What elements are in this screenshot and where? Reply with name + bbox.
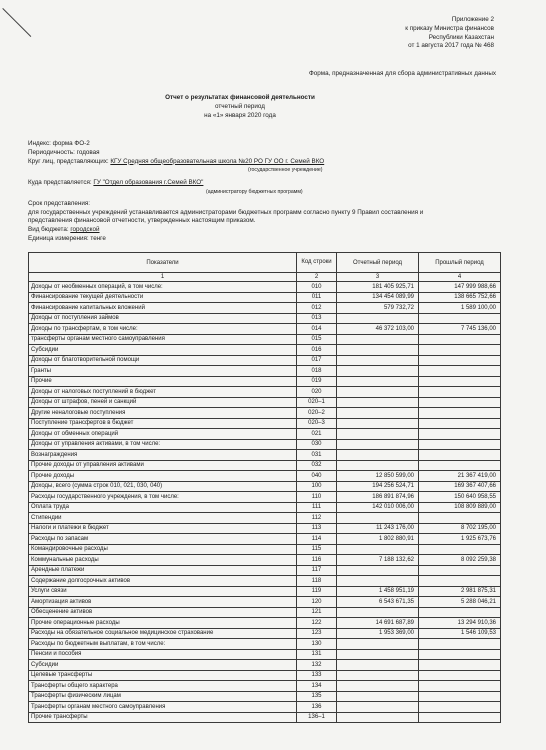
row-name-cell: Стипендии bbox=[29, 513, 297, 524]
row-current-cell bbox=[337, 429, 419, 440]
row-current-cell: 11 243 176,00 bbox=[337, 523, 419, 534]
table-row bbox=[29, 324, 501, 335]
row-previous-cell bbox=[419, 544, 501, 555]
row-previous-cell: 13 294 910,36 bbox=[419, 618, 501, 629]
table-row bbox=[29, 534, 501, 545]
header-number: 2 bbox=[297, 273, 337, 282]
row-code-cell: 121 bbox=[297, 607, 337, 618]
budget-row bbox=[28, 226, 518, 235]
table-row bbox=[29, 492, 501, 503]
row-name-cell: Прочие трансферты bbox=[29, 712, 297, 723]
row-code-cell: 011 bbox=[297, 292, 337, 303]
form-index: Индекс: форма ФО-2 bbox=[28, 140, 90, 147]
table-row bbox=[29, 597, 501, 608]
row-name-cell: Доходы от необменных операций, в том числе: bbox=[29, 282, 297, 293]
form-note: Форма, предназначенная для сбора административных данных bbox=[309, 70, 496, 77]
circle-row bbox=[28, 158, 518, 167]
row-name-cell: Расходы по запасам bbox=[29, 534, 297, 545]
row-name-cell: Вознаграждения bbox=[29, 450, 297, 461]
row-name-cell: Налоги и платежи в бюджет bbox=[29, 523, 297, 534]
row-code-cell: 013 bbox=[297, 313, 337, 324]
row-previous-cell bbox=[419, 366, 501, 377]
table-number-row bbox=[29, 273, 501, 282]
row-code-cell: 116 bbox=[297, 555, 337, 566]
row-name-cell: Услуги связи bbox=[29, 586, 297, 597]
row-name-cell: Коммунальные расходы bbox=[29, 555, 297, 566]
row-code-cell: 019 bbox=[297, 376, 337, 387]
row-name-cell: Доходы от управления активами, в том числе: bbox=[29, 439, 297, 450]
row-previous-cell: 2 981 875,31 bbox=[419, 586, 501, 597]
table-row bbox=[29, 345, 501, 356]
row-previous-cell bbox=[419, 408, 501, 419]
table-row bbox=[29, 586, 501, 597]
deadline-text-2: представления финансовой отчетности, утвержденных настоящим приказом. bbox=[28, 217, 256, 225]
row-previous-cell bbox=[419, 460, 501, 471]
row-current-cell bbox=[337, 691, 419, 702]
table-row bbox=[29, 712, 501, 723]
row-name-cell: Гранты bbox=[29, 366, 297, 377]
row-previous-cell bbox=[419, 429, 501, 440]
table-row bbox=[29, 502, 501, 513]
row-name-cell: Амортизация активов bbox=[29, 597, 297, 608]
row-previous-cell: 1 546 109,53 bbox=[419, 628, 501, 639]
table-row bbox=[29, 313, 501, 324]
row-name-cell: Доходы от налоговых поступлений в бюджет bbox=[29, 387, 297, 398]
table-row bbox=[29, 303, 501, 314]
header-number: 3 bbox=[337, 273, 419, 282]
row-current-cell: 14 691 687,89 bbox=[337, 618, 419, 629]
row-previous-cell bbox=[419, 313, 501, 324]
table-row bbox=[29, 439, 501, 450]
row-current-cell bbox=[337, 387, 419, 398]
row-current-cell: 12 850 599,00 bbox=[337, 471, 419, 482]
row-previous-cell: 108 809 889,00 bbox=[419, 502, 501, 513]
header-previous: Прошлый период bbox=[419, 253, 501, 273]
row-previous-cell bbox=[419, 513, 501, 524]
row-current-cell bbox=[337, 544, 419, 555]
meta-block bbox=[28, 140, 518, 244]
table-row bbox=[29, 292, 501, 303]
table-row bbox=[29, 282, 501, 293]
row-name-cell: Прочие операционные расходы bbox=[29, 618, 297, 629]
row-current-cell: 194 256 524,71 bbox=[337, 481, 419, 492]
row-name-cell: Арендные платежи bbox=[29, 565, 297, 576]
circle-sub: (государственное учреждение) bbox=[248, 167, 323, 174]
table-row bbox=[29, 418, 501, 429]
row-code-cell: 117 bbox=[297, 565, 337, 576]
row-previous-cell bbox=[419, 702, 501, 713]
row-code-cell: 110 bbox=[297, 492, 337, 503]
row-current-cell bbox=[337, 366, 419, 377]
row-current-cell bbox=[337, 639, 419, 650]
row-previous-cell: 21 367 419,00 bbox=[419, 471, 501, 482]
row-current-cell bbox=[337, 313, 419, 324]
row-code-cell: 119 bbox=[297, 586, 337, 597]
row-current-cell: 142 010 006,00 bbox=[337, 502, 419, 513]
row-current-cell bbox=[337, 345, 419, 356]
title-date: на «1» января 2020 года bbox=[204, 111, 276, 119]
row-current-cell bbox=[337, 460, 419, 471]
row-previous-cell: 150 640 958,55 bbox=[419, 492, 501, 503]
appendix-block bbox=[405, 16, 494, 51]
table-row bbox=[29, 702, 501, 713]
table-row bbox=[29, 681, 501, 692]
row-current-cell: 186 891 874,96 bbox=[337, 492, 419, 503]
row-code-cell: 136–1 bbox=[297, 712, 337, 723]
row-current-cell: 7 188 132,62 bbox=[337, 555, 419, 566]
header-number: 4 bbox=[419, 273, 501, 282]
table-row bbox=[29, 397, 501, 408]
where-label: Куда представляется: bbox=[28, 179, 92, 187]
deadline-label: Срок представления: bbox=[28, 199, 91, 207]
row-code-cell: 017 bbox=[297, 355, 337, 366]
row-name-cell: Пенсии и пособия bbox=[29, 649, 297, 660]
row-code-cell: 123 bbox=[297, 628, 337, 639]
row-previous-cell bbox=[419, 450, 501, 461]
row-code-cell: 134 bbox=[297, 681, 337, 692]
table-header-row bbox=[29, 253, 501, 273]
title-main: Отчет о результатах финансовой деятельности bbox=[165, 94, 315, 101]
row-previous-cell: 1 589 100,00 bbox=[419, 303, 501, 314]
header-indicator: Показатели bbox=[29, 253, 297, 273]
table-row bbox=[29, 670, 501, 681]
row-name-cell: Прочие доходы bbox=[29, 471, 297, 482]
row-previous-cell bbox=[419, 355, 501, 366]
row-current-cell bbox=[337, 670, 419, 681]
header-code: Код строки bbox=[297, 253, 337, 273]
circle-label: Круг лиц, представляющих: bbox=[28, 157, 109, 165]
row-previous-cell bbox=[419, 660, 501, 671]
table-row bbox=[29, 460, 501, 471]
table-row bbox=[29, 429, 501, 440]
row-code-cell: 131 bbox=[297, 649, 337, 660]
row-code-cell: 040 bbox=[297, 471, 337, 482]
where-value: ГУ "Отдел образования г.Семей ВКО" bbox=[93, 179, 204, 187]
row-code-cell: 113 bbox=[297, 523, 337, 534]
row-current-cell bbox=[337, 607, 419, 618]
row-previous-cell bbox=[419, 565, 501, 576]
row-previous-cell: 138 665 752,66 bbox=[419, 292, 501, 303]
row-current-cell: 181 405 925,71 bbox=[337, 282, 419, 293]
row-code-cell: 120 bbox=[297, 597, 337, 608]
row-previous-cell bbox=[419, 649, 501, 660]
where-row bbox=[28, 179, 518, 188]
row-current-cell bbox=[337, 450, 419, 461]
budget-label: Вид бюджета: bbox=[28, 226, 69, 234]
row-previous-cell bbox=[419, 639, 501, 650]
row-code-cell: 122 bbox=[297, 618, 337, 629]
row-name-cell: Обесценение активов bbox=[29, 607, 297, 618]
table-row bbox=[29, 607, 501, 618]
row-previous-cell: 8 702 195,00 bbox=[419, 523, 501, 534]
row-name-cell: Доходы от поступления займов bbox=[29, 313, 297, 324]
appendix-line: к приказу Министра финансов bbox=[405, 24, 494, 32]
row-name-cell: Прочие bbox=[29, 376, 297, 387]
row-previous-cell: 5 288 046,21 bbox=[419, 597, 501, 608]
row-previous-cell bbox=[419, 670, 501, 681]
row-code-cell: 016 bbox=[297, 345, 337, 356]
row-name-cell: Трансферты физическим лицам bbox=[29, 691, 297, 702]
row-previous-cell bbox=[419, 439, 501, 450]
row-previous-cell: 1 925 673,76 bbox=[419, 534, 501, 545]
appendix-line: Приложение 2 bbox=[451, 16, 494, 23]
row-current-cell bbox=[337, 513, 419, 524]
row-name-cell: Содержание долгосрочных активов bbox=[29, 576, 297, 587]
row-previous-cell bbox=[419, 576, 501, 587]
row-name-cell: Доходы от штрафов, пеней и санкций bbox=[29, 397, 297, 408]
table-row bbox=[29, 387, 501, 398]
row-name-cell: Финансирование текущей деятельности bbox=[29, 292, 297, 303]
row-name-cell: Расходы на обязательное социальное медицинское страхование bbox=[29, 628, 297, 639]
row-current-cell bbox=[337, 376, 419, 387]
row-name-cell: Расходы государственного учреждения, в том числе: bbox=[29, 492, 297, 503]
row-current-cell bbox=[337, 397, 419, 408]
row-current-cell: 1 953 369,00 bbox=[337, 628, 419, 639]
row-current-cell: 46 372 103,00 bbox=[337, 324, 419, 335]
row-current-cell: 134 454 089,99 bbox=[337, 292, 419, 303]
row-code-cell: 014 bbox=[297, 324, 337, 335]
row-name-cell: Расходы по бюджетным выплатам, в том числе: bbox=[29, 639, 297, 650]
row-code-cell: 100 bbox=[297, 481, 337, 492]
row-name-cell: Прочие доходы от управления активами bbox=[29, 460, 297, 471]
table-row bbox=[29, 481, 501, 492]
table-row bbox=[29, 513, 501, 524]
report-table bbox=[28, 252, 501, 723]
row-code-cell: 031 bbox=[297, 450, 337, 461]
row-name-cell: Другие неналоговые поступления bbox=[29, 408, 297, 419]
row-name-cell: Доходы от благотворительной помощи bbox=[29, 355, 297, 366]
row-name-cell: Трансферты органам местного самоуправления bbox=[29, 702, 297, 713]
row-current-cell bbox=[337, 649, 419, 660]
row-previous-cell bbox=[419, 607, 501, 618]
row-code-cell: 030 bbox=[297, 439, 337, 450]
row-code-cell: 114 bbox=[297, 534, 337, 545]
appendix-line: Республики Казахстан bbox=[428, 33, 494, 41]
row-current-cell bbox=[337, 576, 419, 587]
table-row bbox=[29, 555, 501, 566]
row-name-cell: Целевые трансферты bbox=[29, 670, 297, 681]
row-code-cell: 021 bbox=[297, 429, 337, 440]
row-code-cell: 132 bbox=[297, 660, 337, 671]
row-name-cell: Субсидии bbox=[29, 345, 297, 356]
periodicity: Периодичность: годовая bbox=[28, 148, 100, 156]
row-previous-cell bbox=[419, 418, 501, 429]
table-row bbox=[29, 471, 501, 482]
row-previous-cell bbox=[419, 397, 501, 408]
table-row bbox=[29, 523, 501, 534]
row-name-cell: Доходы от обменных операций bbox=[29, 429, 297, 440]
row-current-cell bbox=[337, 439, 419, 450]
row-current-cell bbox=[337, 702, 419, 713]
row-previous-cell: 147 999 988,66 bbox=[419, 282, 501, 293]
table-row bbox=[29, 450, 501, 461]
row-code-cell: 115 bbox=[297, 544, 337, 555]
row-code-cell: 130 bbox=[297, 639, 337, 650]
row-name-cell: Оплата труда bbox=[29, 502, 297, 513]
row-name-cell: Финансирование капитальных вложений bbox=[29, 303, 297, 314]
row-previous-cell bbox=[419, 376, 501, 387]
row-previous-cell bbox=[419, 681, 501, 692]
row-current-cell bbox=[337, 712, 419, 723]
row-previous-cell: 169 367 407,66 bbox=[419, 481, 501, 492]
row-current-cell bbox=[337, 565, 419, 576]
row-name-cell: Субсидии bbox=[29, 660, 297, 671]
row-code-cell: 020 bbox=[297, 387, 337, 398]
row-current-cell bbox=[337, 334, 419, 345]
row-current-cell: 579 732,72 bbox=[337, 303, 419, 314]
row-current-cell bbox=[337, 418, 419, 429]
row-code-cell: 020–3 bbox=[297, 418, 337, 429]
row-name-cell: Трансферты общего характера bbox=[29, 681, 297, 692]
table-row bbox=[29, 660, 501, 671]
budget-value: городской bbox=[70, 226, 100, 234]
table-row bbox=[29, 565, 501, 576]
row-code-cell: 111 bbox=[297, 502, 337, 513]
table-row bbox=[29, 408, 501, 419]
table-row bbox=[29, 576, 501, 587]
row-current-cell bbox=[337, 355, 419, 366]
table-row bbox=[29, 334, 501, 345]
row-current-cell bbox=[337, 660, 419, 671]
table-row bbox=[29, 691, 501, 702]
header-current: Отчетный период bbox=[337, 253, 419, 273]
table-row bbox=[29, 639, 501, 650]
table-row bbox=[29, 376, 501, 387]
row-current-cell: 6 543 671,35 bbox=[337, 597, 419, 608]
row-code-cell: 133 bbox=[297, 670, 337, 681]
row-code-cell: 020–2 bbox=[297, 408, 337, 419]
row-current-cell bbox=[337, 408, 419, 419]
row-current-cell bbox=[337, 681, 419, 692]
table-row bbox=[29, 628, 501, 639]
row-code-cell: 018 bbox=[297, 366, 337, 377]
scan-mark bbox=[2, 8, 31, 37]
table-row bbox=[29, 544, 501, 555]
report-title bbox=[130, 94, 350, 120]
row-code-cell: 010 bbox=[297, 282, 337, 293]
row-code-cell: 112 bbox=[297, 513, 337, 524]
row-current-cell: 1 802 880,91 bbox=[337, 534, 419, 545]
circle-value: КГУ Средняя общеобразовательная школа №20 РО ГУ ОО г. Семей ВКО bbox=[110, 157, 325, 165]
appendix-line: от 1 августа 2017 года № 468 bbox=[408, 42, 494, 50]
header-number: 1 bbox=[29, 273, 297, 282]
row-code-cell: 135 bbox=[297, 691, 337, 702]
row-previous-cell bbox=[419, 691, 501, 702]
row-code-cell: 020–1 bbox=[297, 397, 337, 408]
row-name-cell: Доходы, всего (сумма строк 010, 021, 030, 040) bbox=[29, 481, 297, 492]
table-row bbox=[29, 618, 501, 629]
row-previous-cell: 8 092 259,38 bbox=[419, 555, 501, 566]
deadline-text-1: для государственных учреждений устанавливается администраторами бюджетных программ согласно пункту 9 Правил составления и bbox=[28, 208, 424, 216]
row-name-cell: Поступление трансфертов в бюджет bbox=[29, 418, 297, 429]
table-row bbox=[29, 355, 501, 366]
where-sub: (администратору бюджетных программ) bbox=[206, 188, 303, 195]
row-code-cell: 032 bbox=[297, 460, 337, 471]
row-name-cell: трансферты органам местного самоуправления bbox=[29, 334, 297, 345]
row-current-cell: 1 458 951,19 bbox=[337, 586, 419, 597]
row-code-cell: 136 bbox=[297, 702, 337, 713]
row-name-cell: Доходы по трансфертам, в том числе: bbox=[29, 324, 297, 335]
row-previous-cell bbox=[419, 334, 501, 345]
row-previous-cell bbox=[419, 387, 501, 398]
row-name-cell: Командировочные расходы bbox=[29, 544, 297, 555]
table-row bbox=[29, 649, 501, 660]
row-code-cell: 118 bbox=[297, 576, 337, 587]
row-previous-cell bbox=[419, 345, 501, 356]
table-row bbox=[29, 366, 501, 377]
unit-line: Единица измерения: тенге bbox=[28, 234, 106, 242]
row-previous-cell bbox=[419, 712, 501, 723]
row-previous-cell: 7 745 136,00 bbox=[419, 324, 501, 335]
title-period: отчетный период bbox=[215, 102, 265, 110]
row-code-cell: 012 bbox=[297, 303, 337, 314]
row-code-cell: 015 bbox=[297, 334, 337, 345]
